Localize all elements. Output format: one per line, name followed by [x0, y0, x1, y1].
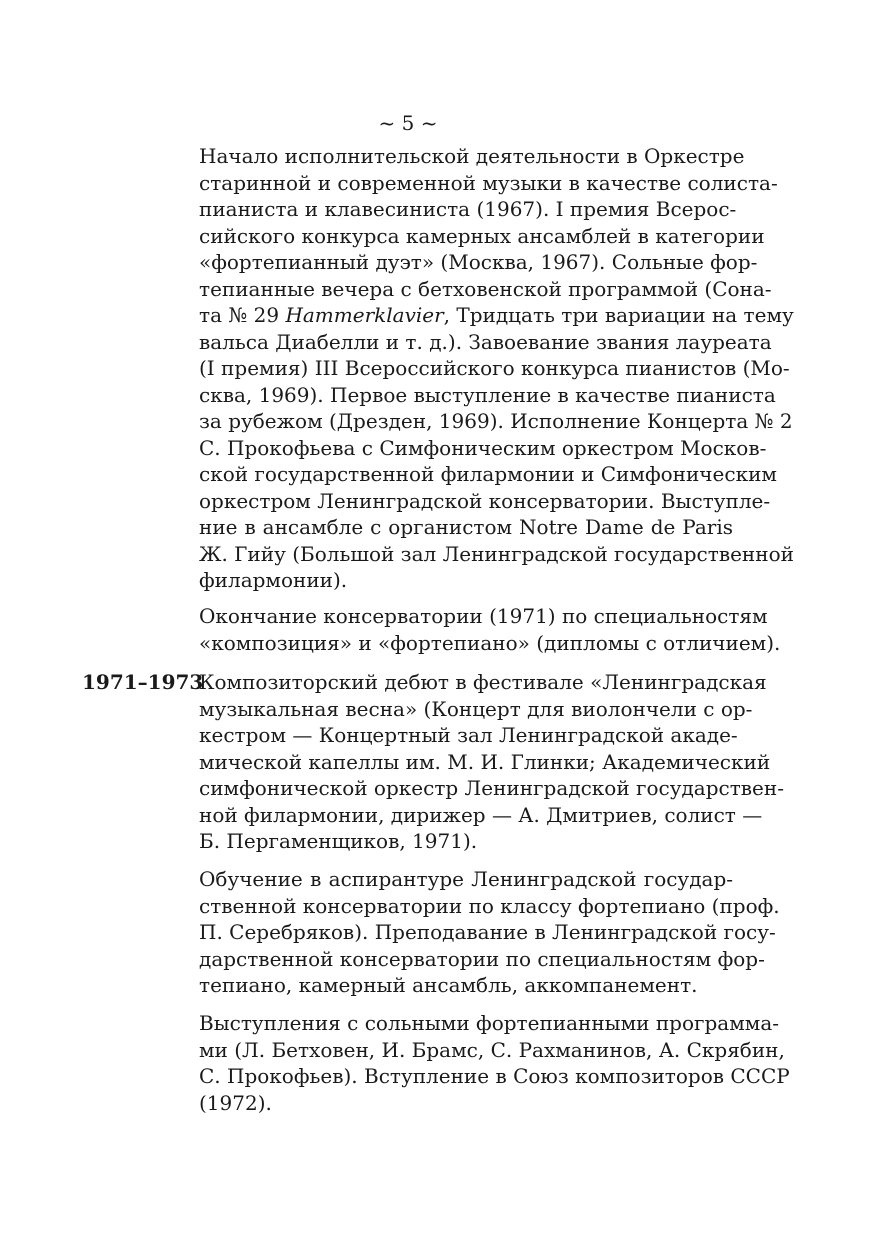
text-fragment: та № 29	[199, 303, 286, 327]
text-line: за рубежом (Дрезден, 1969). Исполнение Концерта № 2	[199, 409, 793, 433]
year-label: 1971–1973	[82, 670, 204, 694]
text-line: филармонии).	[199, 568, 348, 592]
page-number: ~ 5 ~	[378, 111, 438, 135]
paragraph-solo-recitals	[199, 1010, 790, 1116]
text-line: Выступления с сольными фортепианными программа-	[199, 1011, 780, 1035]
text-line: «фортепианный дуэт» (Москва, 1967). Сольные фор-	[199, 250, 758, 274]
text-line: оркестром Ленинградской консерватории. Выступле-	[199, 488, 771, 513]
text-line: ние в ансамбле с органистом Notre Dame de Paris	[199, 515, 733, 539]
text-line: Б. Пергаменщиков, 1971).	[199, 829, 478, 853]
text-line: (1972).	[199, 1090, 272, 1115]
text-line: Обучение в аспирантуре Ленинградской государ-	[199, 867, 733, 891]
text-line: дарственной консерватории по специальностям фор-	[199, 946, 765, 971]
text-line: (I премия) III Всероссийского конкурса пианистов (Мо-	[199, 356, 790, 380]
text-line-with-italic	[199, 302, 794, 329]
paragraph-performance-career	[199, 143, 794, 594]
text-line: Начало исполнительской деятельности в Оркестре	[199, 144, 745, 168]
text-line: «композиция» и «фортепиано» (дипломы с отличием).	[199, 630, 781, 655]
text-line: пианиста и клавесиниста (1967). I премия Всерос-	[199, 197, 737, 221]
text-line: тепиано, камерный ансамбль, аккомпанемент.	[199, 973, 698, 997]
text-line: вальса Диабелли и т. д.). Завоевание звания лауреата	[199, 329, 772, 354]
text-line: симфонической оркестр Ленинградской государствен-	[199, 776, 784, 800]
text-line: ми (Л. Бетховен, И. Брамс, С. Рахманинов, А. Скрябин,	[199, 1037, 785, 1062]
text-line: сийского конкурса камерных ансамблей в категории	[199, 223, 765, 248]
text-line: П. Серебряков). Преподавание в Ленинградской госу-	[199, 920, 776, 944]
italic-title: Hammerklavier	[285, 303, 444, 327]
text-fragment: , Тридцать три вариации на тему	[443, 303, 794, 327]
paragraph-graduation	[199, 603, 781, 656]
paragraph-composer-debut	[199, 669, 784, 855]
text-line: сква, 1969). Первое выступление в качестве пианиста	[199, 382, 776, 407]
text-line: ственной консерватории по классу фортепиано (проф.	[199, 893, 780, 918]
text-line: ской государственной филармонии и Симфоническим	[199, 462, 777, 486]
text-line: музыкальная весна» (Концерт для виолончели с ор-	[199, 696, 753, 721]
text-line: ной филармонии, дирижер — А. Дмитриев, солист —	[199, 802, 763, 827]
text-line: С. Прокофьева с Симфоническим оркестром Москов-	[199, 435, 767, 460]
text-line: С. Прокофьев). Вступление в Союз композиторов СССР	[199, 1064, 790, 1088]
text-line: тепианные вечера с бетховенской программой (Сона-	[199, 276, 772, 301]
text-line: мической капеллы им. М. И. Глинки; Академический	[199, 749, 771, 774]
text-line: Окончание консерватории (1971) по специальностям	[199, 604, 768, 628]
text-line: кестром — Концертный зал Ленинградской акаде-	[199, 723, 738, 747]
text-line: старинной и современной музыки в качестве солиста-	[199, 170, 778, 195]
text-line: Ж. Гийу (Большой зал Ленинградской государственной	[199, 541, 794, 566]
paragraph-postgraduate	[199, 866, 780, 999]
text-line: Композиторский дебют в фестивале «Ленинградская	[199, 670, 767, 694]
